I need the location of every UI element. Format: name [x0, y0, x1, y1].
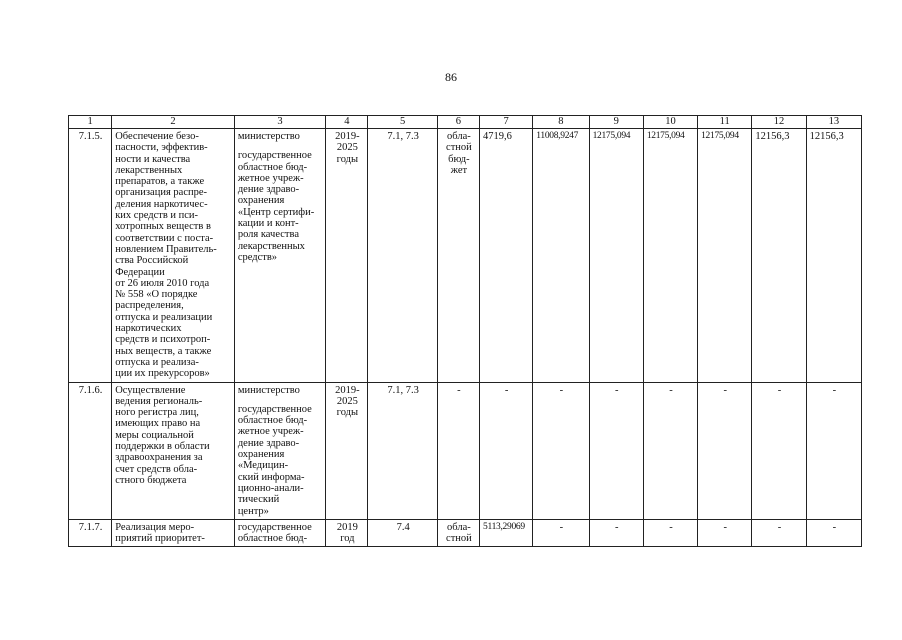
period: 2019- 2025 годы [326, 382, 368, 519]
period: 2019- 2025 годы [326, 129, 368, 383]
value-col-9: - [589, 519, 643, 547]
column-header: 4 [326, 116, 368, 129]
value-col-7: 4719,6 [480, 129, 533, 383]
value-col-12: - [752, 519, 806, 547]
executor-cell [234, 382, 325, 519]
column-header: 11 [698, 116, 752, 129]
value-col-10: - [643, 382, 697, 519]
column-header: 3 [234, 116, 325, 129]
column-header: 2 [112, 116, 235, 129]
measure-name: Реализация меро- приятий приоритет- [112, 519, 235, 547]
value-col-9: - [589, 382, 643, 519]
table-row [69, 382, 862, 519]
value-col-13: - [806, 382, 861, 519]
row-code: 7.1.6. [69, 382, 112, 519]
column-header: 12 [752, 116, 806, 129]
value-col-8: - [533, 519, 589, 547]
column-header: 8 [533, 116, 589, 129]
executor-cell [234, 129, 325, 383]
value-col-10: 12175,094 [643, 129, 697, 383]
value-col-8: 11008,9247 [533, 129, 589, 383]
column-header: 10 [643, 116, 697, 129]
executor-secondary: государственное областное бюд- жетное учреж- дение здраво- охранения «Медицин- ский информа- ционно-анали- тический центр» [237, 403, 312, 517]
executor-primary: министерство [237, 384, 300, 396]
funding-source: обла- стной [437, 519, 479, 547]
measure-name: Обеспечение безо- пасности, эффектив- ности и качества лекарственных препаратов, а также организация распре- деления наркотичес- ких средств и пси- хотропных веществ в соответствии с поста- новлением Правитель- ства Российской Федерации от 26 июля 2010 года № 558 «О порядке распределения, отпуска и реализации наркотических средств и психотроп- ных веществ, а также отпуска и реализа- ции их прекурсоров» [112, 129, 235, 383]
funding-source: обла- стной бюд- жет [437, 129, 479, 383]
indicators: 7.1, 7.3 [368, 382, 437, 519]
table-row [69, 519, 862, 547]
funding-source: - [437, 382, 479, 519]
column-number-row [69, 116, 862, 129]
executor-primary: министерство [237, 131, 300, 142]
value-col-9: 12175,094 [589, 129, 643, 383]
indicators: 7.1, 7.3 [368, 129, 437, 383]
value-col-11: 12175,094 [698, 129, 752, 383]
program-table [68, 115, 862, 547]
column-header: 9 [589, 116, 643, 129]
column-header: 7 [480, 116, 533, 129]
row-code: 7.1.7. [69, 519, 112, 547]
value-col-8: - [533, 382, 589, 519]
value-col-13: - [806, 519, 861, 547]
period: 2019 год [326, 519, 368, 547]
value-col-11: - [698, 382, 752, 519]
page-number: 86 [445, 70, 457, 84]
executor-primary: государственное областное бюд- [234, 519, 325, 547]
column-header: 6 [437, 116, 479, 129]
value-col-7: - [480, 382, 533, 519]
indicators: 7.4 [368, 519, 437, 547]
column-header: 1 [69, 116, 112, 129]
value-col-11: - [698, 519, 752, 547]
value-col-7: 5113,29069 [480, 519, 533, 547]
value-col-10: - [643, 519, 697, 547]
value-col-12: - [752, 382, 806, 519]
executor-secondary: государственное областное бюд- жетное учреж- дение здраво- охранения «Центр сертифи- кации и конт- роля качества лекарственных средств» [237, 150, 315, 263]
column-header: 13 [806, 116, 861, 129]
value-col-12: 12156,3 [752, 129, 806, 383]
row-code: 7.1.5. [69, 129, 112, 383]
value-col-13: 12156,3 [806, 129, 861, 383]
measure-name: Осуществление ведения региональ- ного регистра лиц, имеющих право на меры социальной поддержки в области здравоохранения за счет средств обла- стного бюджета [112, 382, 235, 519]
table-row [69, 129, 862, 383]
column-header: 5 [368, 116, 437, 129]
